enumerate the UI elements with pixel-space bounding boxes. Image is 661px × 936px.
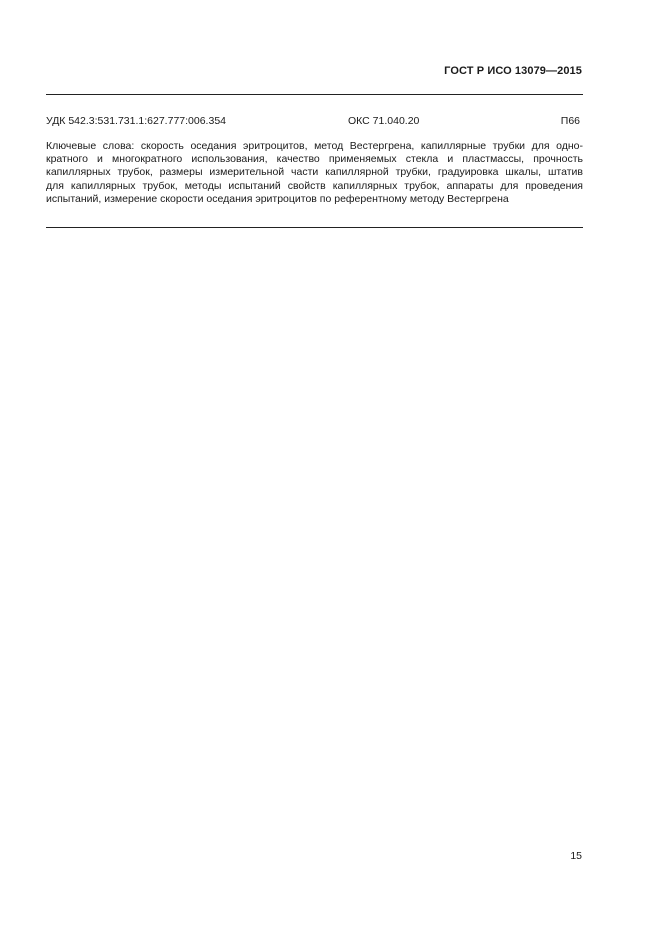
keywords-line: капиллярных трубок, размеры измерительной части капиллярной трубки, градуировка шкалы, штатив — [46, 166, 583, 179]
keywords-line: для капиллярных трубок, методы испытаний свойств капиллярных трубок, аппараты для проведения — [46, 179, 583, 192]
standard-code: ГОСТ Р ИСО 13079—2015 — [444, 65, 582, 77]
product-code: П66 — [560, 115, 580, 127]
keywords-line: кратного и многократного использования, качество применяемых стекла и пластмассы, прочность — [46, 153, 583, 166]
classification-row — [46, 115, 583, 129]
keywords-block — [46, 140, 583, 206]
udk-code: УДК 542.3:531.731.1:627.777:006.354 — [46, 115, 226, 127]
top-rule — [46, 94, 583, 95]
keywords-line: Ключевые слова: скорость оседания эритроцитов, метод Вестергрена, капиллярные трубки для одно- — [46, 140, 583, 152]
oks-code: ОКС 71.040.20 — [348, 115, 420, 127]
keywords-line: испытаний, измерение скорости оседания эритроцитов по референтному методу Вестергрена — [46, 192, 509, 205]
bottom-rule — [46, 227, 583, 228]
page-number: 15 — [570, 850, 582, 862]
